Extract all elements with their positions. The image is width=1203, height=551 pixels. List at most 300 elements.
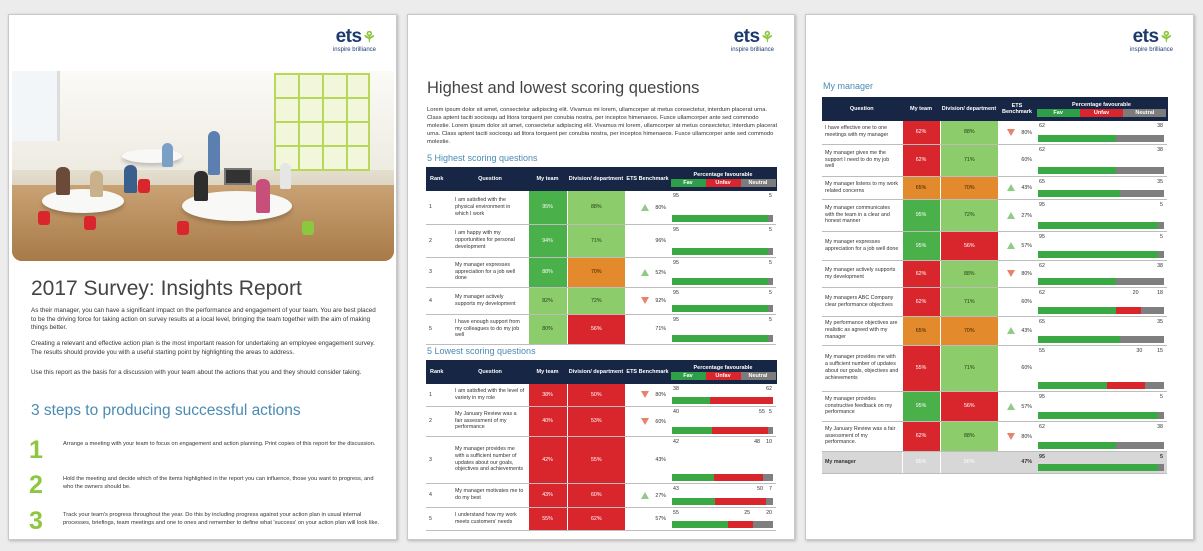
stacked-bar (1038, 412, 1164, 419)
legend-unfav: Unfav (706, 372, 741, 380)
fav-segment (1038, 190, 1120, 197)
question-cell: I understand how my work meets customers' needs (452, 507, 528, 530)
neutral-count: 5 (769, 259, 772, 266)
fav-count: 40 (673, 408, 679, 415)
table-row (822, 121, 1167, 144)
my-manager-table (822, 97, 1168, 474)
benchmark-cell (998, 176, 1036, 199)
my-team-score: 42% (528, 436, 567, 483)
fav-count: 95 (673, 226, 679, 233)
fav-segment (672, 278, 768, 285)
unfav-segment (710, 397, 773, 404)
bar-labels (1039, 319, 1163, 327)
fav-count: 62 (1039, 423, 1045, 430)
question-cell: I am satisfied with the physical environment in which I work (452, 191, 528, 224)
benchmark-cell (625, 191, 670, 224)
division-score: 71% (940, 287, 998, 316)
question-cell: My manager listens to my work related concerns (822, 176, 902, 199)
neutral-segment (768, 278, 773, 285)
question-cell: My manager actively supports my development (452, 287, 528, 314)
stacked-bar (1038, 190, 1164, 197)
percentage-bar-cell (1036, 316, 1167, 345)
benchmark-cell (998, 260, 1036, 287)
percentage-bar-cell (670, 257, 776, 287)
my-team-score: 55% (902, 345, 940, 391)
division-score: 88% (940, 121, 998, 144)
division-score: 71% (940, 345, 998, 391)
legend-neutral: Neutral (741, 179, 776, 187)
benchmark-value: 47% (1021, 459, 1032, 465)
benchmark-cell (998, 121, 1036, 144)
percentage-bar-cell (1036, 144, 1167, 176)
neutral-segment (1116, 135, 1164, 142)
my-team-score: 80% (528, 314, 567, 344)
division-score: 70% (940, 316, 998, 345)
question-cell: My performance objectives are realistic as agreed with my manager (822, 316, 902, 345)
neutral-count: 5 (769, 289, 772, 296)
neutral-count: 38 (1157, 123, 1163, 129)
division-score: 70% (567, 257, 625, 287)
division-header: Division/ department (567, 167, 625, 191)
fav-segment (1038, 251, 1158, 258)
neutral-segment (768, 427, 773, 434)
fav-segment (672, 474, 714, 481)
benchmark-cell (625, 257, 670, 287)
neutral-count: 5 (1160, 233, 1163, 240)
fav-segment (672, 305, 768, 312)
benchmark-value: 27% (1021, 212, 1032, 219)
neutral-count: 38 (1157, 423, 1163, 430)
division-score: 53% (567, 406, 625, 436)
neutral-count: 7 (769, 485, 772, 492)
unfav-segment (1107, 382, 1145, 389)
neutral-count: 5 (1160, 201, 1163, 208)
trend-up-icon (641, 204, 649, 211)
bar-labels (673, 290, 772, 298)
my-team-score: 95% (528, 191, 567, 224)
benchmark-cell (625, 384, 670, 406)
fav-legend (671, 179, 776, 187)
fav-count: 62 (1039, 123, 1045, 129)
trend-up-icon (1007, 212, 1015, 219)
neutral-segment (1141, 307, 1164, 314)
fav-segment (672, 498, 715, 505)
my-team-score: 62% (902, 121, 940, 144)
my-manager-page (805, 14, 1194, 540)
question-cell: My manager expresses appreciation for a job well done (452, 257, 528, 287)
my-team-score: 62% (902, 260, 940, 287)
bar-labels (673, 409, 772, 417)
fav-segment (1038, 382, 1107, 389)
benchmark-cell (998, 421, 1036, 451)
question-cell: I am satisfied with the level of variety in my role (452, 384, 528, 406)
fav-count: 95 (1039, 453, 1045, 460)
neutral-segment (1158, 251, 1164, 258)
question-cell: My manager provides constructive feedback on my performance (822, 391, 902, 421)
benchmark-cell (998, 316, 1036, 345)
stacked-bar (672, 498, 773, 505)
unfav-segment (1116, 307, 1141, 314)
trend-up-icon (1007, 242, 1015, 249)
division-header: Division/ department (940, 97, 998, 121)
neutral-segment (768, 335, 773, 342)
neutral-count: 15 (1157, 347, 1163, 354)
my-team-header: My team (528, 167, 567, 191)
report-title: 2017 Survey: Insights Report (31, 277, 302, 300)
fav-count: 95 (673, 316, 679, 323)
unfav-segment (715, 498, 766, 505)
stacked-bar (1038, 167, 1164, 174)
bar-labels (1039, 147, 1163, 155)
fav-count: 95 (673, 259, 679, 266)
neutral-segment (753, 521, 773, 528)
table-row (426, 257, 776, 287)
fav-segment (1038, 135, 1116, 142)
table-row (426, 507, 776, 530)
question-cell: My manager communicates with the team in a clear and honest manner (822, 199, 902, 231)
benchmark-header: ETS Benchmark (625, 360, 670, 384)
percentage-bar-cell (670, 191, 776, 224)
question-header: Question (452, 360, 528, 384)
ets-logo: ets⚘ inspire brilliance (1129, 26, 1173, 53)
table-row (822, 287, 1167, 316)
table-row (426, 384, 776, 406)
question-cell: My manager provides me with a sufficient number of updates about our goals, objectives and achievements (822, 345, 902, 391)
report-cover-page: ets⚘ inspire brilliance 2017 Survey: Insights Report As their manager, you can have a significant impact on the performance and engagement of your team. You are best placed to be the driving force for taking action on survey results at a local level, bringing the team together with the aim of making things better. Creating a relevant and effective action plan is the most important reason for undertaking an employee engagement survey. The results should provide you with a useful starting point by highlighting the areas to address. Use this report as the basis for a discussion with your team about the actions that you and they should consider taking. 3 steps to producing successful actions 1 Arrange a meeting with your team to focus on engagement and action planning. Print copies of this report for the discussion. 2 Hold the meeting and decide which of the items highlighted in the report you can influence, those you want to progress, and who the owners should be. 3 Track your team's progress throughout the year. Do this by including progress against your action plan in usual internal processes, briefings, team meetings and one to ones and remember to define what 'success' on your action plan will look like. (8, 14, 397, 540)
fav-count: 62 (1039, 289, 1045, 296)
percentage-favourable-label: Percentage favourable (693, 364, 753, 371)
question-cell: My manager actively supports my development (822, 260, 902, 287)
percentage-favourable-label: Percentage favourable (1072, 101, 1131, 108)
fav-count: 95 (673, 193, 679, 199)
fav-count: 55 (673, 509, 679, 516)
table-row (822, 316, 1167, 345)
fav-count: 38 (673, 386, 679, 392)
unfav-segment (714, 474, 762, 481)
my-team-score: 43% (528, 483, 567, 507)
benchmark-cell (998, 451, 1036, 473)
rank-cell: 1 (426, 384, 452, 406)
question-cell: I am happy with my opportunities for personal development (452, 224, 528, 257)
neutral-segment (1120, 336, 1164, 343)
table-row (426, 224, 776, 257)
stacked-bar (672, 474, 773, 481)
fav-count: 42 (673, 438, 679, 445)
fav-segment (672, 215, 768, 222)
rank-cell: 4 (426, 287, 452, 314)
neutral-segment (768, 248, 773, 255)
benchmark-value: 27% (655, 492, 666, 499)
percentage-bar-cell (1036, 260, 1167, 287)
my-team-header: My team (902, 97, 940, 121)
question-cell: My manager (822, 451, 902, 473)
fav-count: 65 (1039, 178, 1045, 185)
division-score: 55% (567, 436, 625, 483)
bar-labels (1039, 290, 1163, 298)
percentage-bar-cell (1036, 176, 1167, 199)
percentage-bar-cell (1036, 287, 1167, 316)
benchmark-value: 92% (655, 297, 666, 304)
percentage-bar-cell (670, 507, 776, 530)
neutral-count: 10 (766, 438, 772, 445)
my-team-score: 62% (902, 287, 940, 316)
fav-legend (1037, 109, 1167, 117)
fav-segment (1038, 464, 1158, 471)
stacked-bar (1038, 222, 1164, 229)
trend-down-icon (1007, 129, 1015, 136)
neutral-count: 38 (1157, 146, 1163, 153)
rank-cell: 3 (426, 257, 452, 287)
legend-unfav: Unfav (1080, 109, 1123, 117)
neutral-count: 5 (769, 193, 772, 199)
legend-fav: Fav (671, 372, 706, 380)
division-score: 56% (940, 451, 998, 473)
benchmark-value: 60% (1021, 365, 1032, 371)
stacked-bar (672, 427, 773, 434)
benchmark-value: 43% (1021, 327, 1032, 334)
neutral-segment (1116, 278, 1164, 285)
bar-labels (1039, 394, 1163, 402)
fav-count: 95 (1039, 233, 1045, 240)
table-row (426, 406, 776, 436)
neutral-segment (766, 498, 773, 505)
rank-cell: 2 (426, 224, 452, 257)
trend-up-icon (1007, 327, 1015, 334)
neutral-count: 5 (769, 226, 772, 233)
my-team-score: 55% (528, 507, 567, 530)
fav-count: 95 (1039, 393, 1045, 400)
fav-count: 95 (673, 289, 679, 296)
benchmark-cell (625, 406, 670, 436)
my-team-score: 82% (528, 287, 567, 314)
bar-labels (673, 486, 772, 494)
table-row (822, 260, 1167, 287)
unfav-count: 20 (1132, 289, 1139, 296)
rank-cell: 1 (426, 191, 452, 224)
division-score: 88% (567, 191, 625, 224)
fav-segment (672, 248, 768, 255)
percentage-favourable-header (670, 360, 776, 384)
my-team-score: 88% (528, 257, 567, 287)
division-score: 56% (567, 314, 625, 344)
percentage-bar-cell (1036, 391, 1167, 421)
table-header-row (822, 97, 1167, 121)
ets-logo: ets⚘ inspire brilliance (730, 26, 774, 53)
lowest-scoring-table (426, 360, 777, 531)
division-score: 88% (940, 260, 998, 287)
benchmark-value: 57% (1021, 403, 1032, 410)
stacked-bar (672, 215, 773, 222)
neutral-count: 5 (769, 408, 772, 415)
neutral-segment (763, 474, 773, 481)
benchmark-value: 80% (1021, 129, 1032, 136)
bar-labels (673, 193, 772, 201)
benchmark-header: ETS Benchmark (625, 167, 670, 191)
fav-count: 62 (1039, 262, 1045, 269)
division-score: 71% (567, 224, 625, 257)
question-cell: My January Review was a fair assessment of my performance. (822, 421, 902, 451)
percentage-favourable-header (670, 167, 776, 191)
rank-cell: 5 (426, 314, 452, 344)
table-row (426, 314, 776, 344)
benchmark-value: 80% (655, 204, 666, 211)
benchmark-value: 60% (1021, 157, 1032, 163)
percentage-bar-cell (670, 406, 776, 436)
benchmark-cell (625, 436, 670, 483)
division-score: 72% (940, 199, 998, 231)
bar-labels (1039, 234, 1163, 242)
neutral-count: 20 (766, 509, 772, 516)
question-cell: My January Review was a fair assessment of my performance (452, 406, 528, 436)
fav-segment (672, 521, 728, 528)
division-score: 72% (567, 287, 625, 314)
neutral-count: 35 (1157, 318, 1163, 325)
stacked-bar (1038, 135, 1164, 142)
fav-segment (1038, 412, 1158, 419)
stacked-bar (1038, 278, 1164, 285)
benchmark-cell (625, 287, 670, 314)
division-score: 62% (567, 507, 625, 530)
benchmark-header: ETS Benchmark (998, 97, 1036, 121)
division-score: 56% (940, 391, 998, 421)
percentage-bar-cell (1036, 421, 1167, 451)
percentage-bar-cell (670, 384, 776, 406)
fav-count: 62 (1039, 146, 1045, 153)
trend-down-icon (641, 391, 649, 398)
neutral-segment (768, 215, 773, 222)
division-header: Division/ department (567, 360, 625, 384)
benchmark-value: 60% (1021, 298, 1032, 305)
percentage-favourable-header (1036, 97, 1167, 121)
neutral-count: 18 (1157, 289, 1163, 296)
unfav-segment (728, 521, 753, 528)
fav-segment (1038, 167, 1116, 174)
fav-segment (672, 427, 712, 434)
question-cell: My manager expresses appreciation for a job well done (822, 231, 902, 260)
stacked-bar (672, 305, 773, 312)
unfav-count: 55 (759, 408, 765, 415)
trend-up-icon (641, 269, 649, 276)
question-cell: My manager motivates me to do my best (452, 483, 528, 507)
neutral-segment (1158, 222, 1164, 229)
fav-segment (1038, 307, 1116, 314)
question-cell: My managers ABC Company clear performance objectives (822, 287, 902, 316)
benchmark-cell (625, 314, 670, 344)
fav-segment (672, 397, 710, 404)
benchmark-cell (625, 483, 670, 507)
intro-paragraph: Creating a relevant and effective action plan is the most important reason for undertaking an employee engagement survey. The results should provide you with a useful starting point by highlighting the areas to address. (31, 340, 375, 356)
trend-up-icon (1007, 403, 1015, 410)
benchmark-value: 71% (655, 326, 666, 332)
benchmark-value: 80% (655, 392, 666, 399)
unfav-count: 25 (744, 509, 751, 516)
bar-labels (673, 260, 772, 268)
division-score: 50% (567, 384, 625, 406)
unfav-count: 48 (754, 438, 760, 445)
table-header-row (426, 360, 776, 384)
stacked-bar (1038, 307, 1164, 314)
rank-cell: 4 (426, 483, 452, 507)
percentage-bar-cell (670, 287, 776, 314)
table-row (822, 176, 1167, 199)
highest-scoring-table (426, 167, 777, 345)
question-header: Question (822, 97, 902, 121)
benchmark-value: 43% (1021, 184, 1032, 191)
division-score: 70% (940, 176, 998, 199)
trend-down-icon (1007, 433, 1015, 440)
unfav-segment (712, 427, 768, 434)
rank-header: Rank (426, 360, 452, 384)
trend-down-icon (641, 418, 649, 425)
stacked-bar (1038, 442, 1164, 449)
fav-count: 43 (673, 485, 679, 492)
bar-labels (1039, 454, 1163, 462)
my-team-score: 95% (902, 231, 940, 260)
division-score: 88% (940, 421, 998, 451)
lowest-section-title: 5 Lowest scoring questions (427, 346, 536, 356)
stacked-bar (672, 248, 773, 255)
legend-fav: Fav (1037, 109, 1080, 117)
percentage-bar-cell (1036, 345, 1167, 391)
neutral-segment (1158, 464, 1164, 471)
bar-labels (673, 439, 772, 447)
table-row (426, 191, 776, 224)
percentage-bar-cell (670, 436, 776, 483)
bar-labels (673, 227, 772, 235)
stacked-bar (1038, 251, 1164, 258)
stacked-bar (672, 278, 773, 285)
percentage-bar-cell (1036, 121, 1167, 144)
fav-segment (1038, 278, 1116, 285)
bar-labels (1039, 263, 1163, 271)
neutral-segment (1116, 442, 1164, 449)
trend-down-icon (641, 297, 649, 304)
stacked-bar (1038, 382, 1164, 389)
bar-labels (1039, 348, 1163, 356)
my-team-score: 95% (902, 451, 940, 473)
benchmark-value: 57% (1021, 242, 1032, 249)
ets-logo: ets⚘ inspire brilliance (332, 26, 376, 53)
neutral-segment (1116, 167, 1164, 174)
my-team-header: My team (528, 360, 567, 384)
division-score: 56% (940, 231, 998, 260)
my-team-score: 94% (528, 224, 567, 257)
neutral-count: 38 (1157, 262, 1163, 269)
rank-cell: 3 (426, 436, 452, 483)
neutral-segment (1120, 190, 1164, 197)
table-row (822, 345, 1167, 391)
my-team-score: 62% (902, 144, 940, 176)
benchmark-value: 60% (655, 418, 666, 425)
page-title: Highest and lowest scoring questions (427, 79, 700, 97)
bar-labels (673, 317, 772, 325)
percentage-bar-cell (1036, 199, 1167, 231)
benchmark-cell (998, 391, 1036, 421)
benchmark-cell (998, 199, 1036, 231)
rank-header: Rank (426, 167, 452, 191)
steps-heading: 3 steps to producing successful actions (31, 402, 301, 419)
my-team-score: 65% (902, 316, 940, 345)
unfav-count: 30 (1136, 347, 1143, 354)
scoring-questions-page (407, 14, 795, 540)
neutral-count: 5 (1160, 393, 1163, 400)
my-team-score: 95% (902, 199, 940, 231)
trend-up-icon (1007, 184, 1015, 191)
benchmark-value: 80% (1021, 270, 1032, 277)
table-header-row (426, 167, 776, 191)
legend-fav: Fav (671, 179, 706, 187)
trend-up-icon (641, 492, 649, 499)
